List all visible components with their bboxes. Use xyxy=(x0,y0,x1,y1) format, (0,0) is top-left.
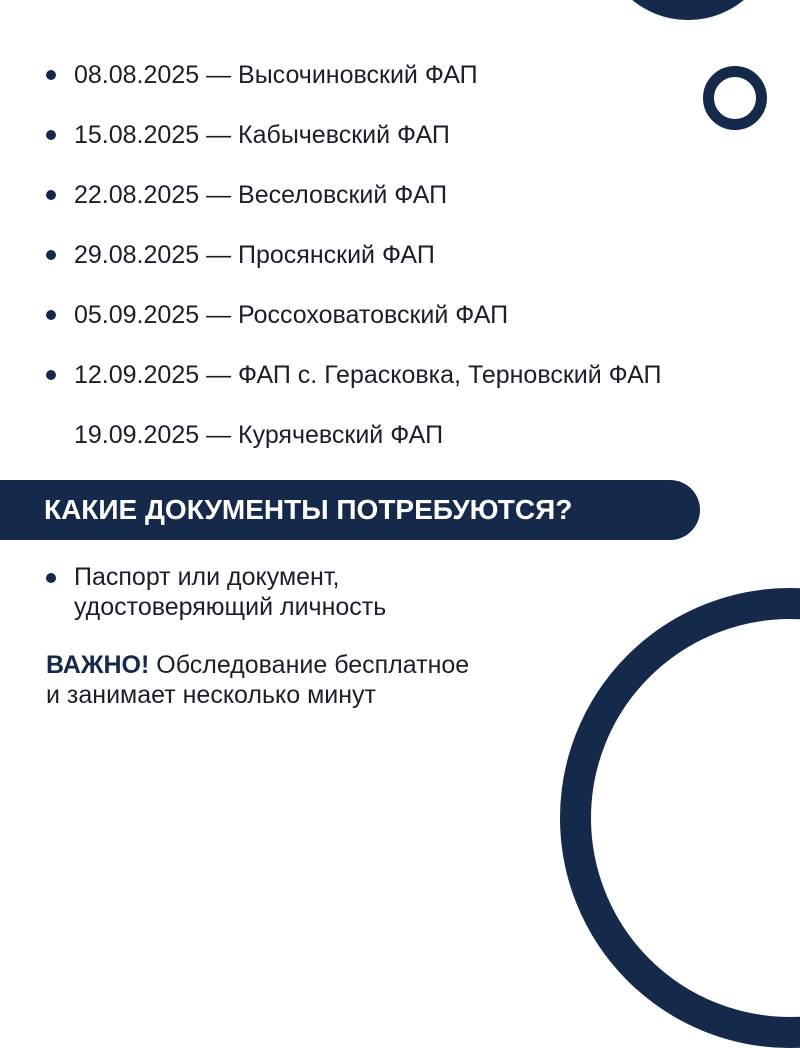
schedule-place: Кабычевский ФАП xyxy=(238,121,450,149)
schedule-date: 19.09.2025 xyxy=(74,421,200,449)
schedule-separator: — xyxy=(206,241,232,269)
bullet-dot xyxy=(46,190,56,200)
schedule-item xyxy=(46,295,661,355)
documents-list xyxy=(46,562,386,622)
schedule-place: ФАП с. Герасковка, Терновский ФАП xyxy=(238,361,662,389)
schedule-date: 29.08.2025 xyxy=(74,241,200,269)
schedule-list xyxy=(46,55,661,475)
schedule-date: 15.08.2025 xyxy=(74,121,200,149)
note-text-2: и занимает несколько минут xyxy=(46,681,376,709)
documents-title: КАКИЕ ДОКУМЕНТЫ ПОТРЕБУЮТСЯ? xyxy=(44,494,573,525)
decorative-ring-top xyxy=(600,0,776,20)
schedule-separator: — xyxy=(206,301,232,329)
schedule-place: Курячевский ФАП xyxy=(238,421,444,449)
decorative-ring-small xyxy=(703,66,767,130)
bullet-dot xyxy=(46,573,56,583)
schedule-place: Высочиновский ФАП xyxy=(238,61,478,89)
schedule-date: 12.09.2025 xyxy=(74,361,200,389)
schedule-item xyxy=(46,115,661,175)
bullet-dot xyxy=(46,370,56,380)
schedule-item xyxy=(46,415,661,475)
note-line-1 xyxy=(46,650,469,680)
schedule-separator: — xyxy=(206,61,232,89)
document-text-line-2: удостоверяющий личность xyxy=(74,593,387,621)
bullet-dot xyxy=(46,70,56,80)
bullet-dot xyxy=(46,130,56,140)
schedule-separator: — xyxy=(206,121,232,149)
schedule-place: Просянский ФАП xyxy=(238,241,435,269)
bullet-dot xyxy=(46,250,56,260)
schedule-item xyxy=(46,235,661,295)
decorative-ring-bottom xyxy=(560,588,800,1048)
bullet-dot xyxy=(46,310,56,320)
schedule-separator: — xyxy=(206,421,232,449)
schedule-place: Веселовский ФАП xyxy=(238,181,448,209)
schedule-separator: — xyxy=(206,181,232,209)
important-note xyxy=(46,650,469,710)
schedule-item xyxy=(46,175,661,235)
schedule-separator: — xyxy=(206,361,232,389)
schedule-item xyxy=(46,355,661,415)
schedule-item xyxy=(46,55,661,115)
document-item xyxy=(46,562,386,622)
schedule-date: 08.08.2025 xyxy=(74,61,200,89)
schedule-place: Россоховатовский ФАП xyxy=(238,301,509,329)
note-emphasis: ВАЖНО! xyxy=(46,651,150,679)
note-text-1: Обследование бесплатное xyxy=(156,651,470,679)
documents-banner xyxy=(0,480,700,540)
schedule-date: 22.08.2025 xyxy=(74,181,200,209)
schedule-date: 05.09.2025 xyxy=(74,301,200,329)
document-text-line-1: Паспорт или документ, xyxy=(74,563,340,591)
